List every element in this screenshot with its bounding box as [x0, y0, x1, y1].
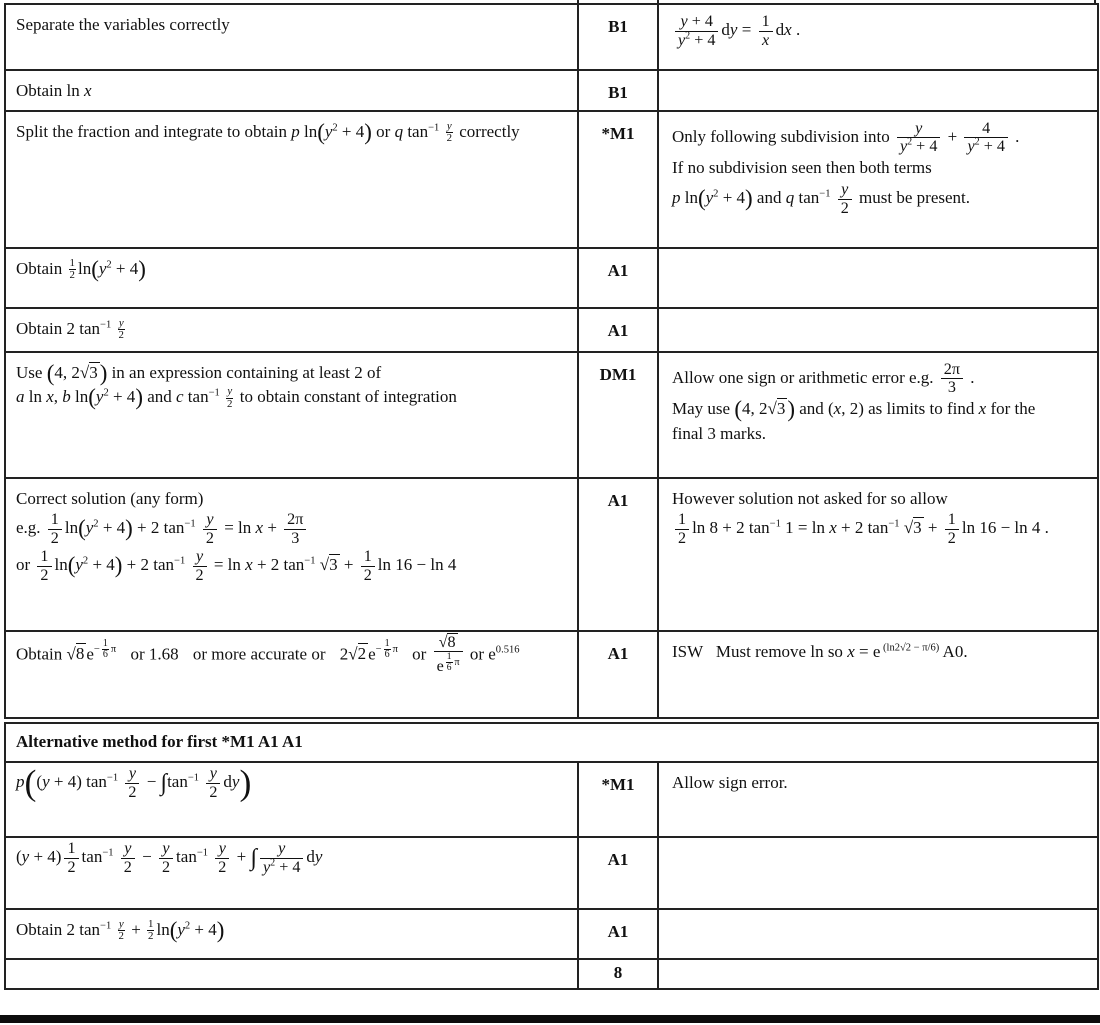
mark-cell: A1 — [578, 837, 658, 909]
description-cell: (y + 4) $\frac{1}{2}$ $\tan^{-1}$ $\frac{y}{2}$ − $\frac{y}{2}$ $\tan^{-1}$ $\frac{y}{2}$ + ∫ $\frac{y}{y^2 + 4}$ dy — [5, 837, 578, 909]
total-marks-cell: 8 — [578, 959, 658, 989]
description-cell: Separate the variables correctly — [5, 4, 578, 70]
row-obtain-final-value — [5, 631, 1098, 721]
guidance-cell — [658, 70, 1098, 111]
row-correct-solution — [5, 478, 1098, 631]
row-alt-parts — [5, 762, 1098, 837]
mark-scheme-table — [4, 3, 1099, 990]
guidance-cell: Only following subdivision into $\frac{y}{y^2 + 4}$ + $\frac{4}{y^2 + 4}$ . If no subdivision seen then both terms p $\ln(y^2 + 4)$ and q $\tan^{-1}$ $\frac{y}{2}$ must be present. — [658, 111, 1098, 248]
guidance-cell: However solution not asked for so allow $\frac{1}{2}$ ln 8 + 2 $\tan^{-1} 1 = \ln x + 2$ $\tan^{-1} √3$ + $\frac{1}{2}$ ln 16 − ln 4 . — [658, 478, 1098, 631]
row-obtain-lnx — [5, 70, 1098, 111]
guidance-cell — [658, 248, 1098, 308]
mark-cell: DM1 — [578, 352, 658, 478]
description-cell — [5, 959, 578, 989]
row-obtain-half-ln — [5, 248, 1098, 308]
row-obtain-2tan — [5, 308, 1098, 352]
row-separate-variables — [5, 4, 1098, 70]
alt-method-header-cell: Alternative method for first *M1 A1 A1 — [5, 721, 1098, 762]
page-bottom-border — [0, 1015, 1100, 1023]
row-alt-expand — [5, 837, 1098, 909]
description-cell: p((y + 4) $\tan^{-1}$ $\frac{y}{2}$ − $\int\tan^{-1}$ $\frac{y}{2}$ dy) — [5, 762, 578, 837]
description-cell: Use (4, 2√3) in an expression containing at least 2 of a ln x, b $\ln(y^2 + 4)$ and c $\tan^{-1}$ $\frac{y}{2}$ to obtain constant of integration — [5, 352, 578, 478]
row-alt-obtain — [5, 909, 1098, 959]
guidance-cell — [658, 837, 1098, 909]
guidance-cell — [658, 959, 1098, 989]
description-cell: Split the fraction and integrate to obtain p $\ln(y^2 + 4)$ or q $\tan^{-1}$ $\frac{y}{2}$ correctly — [5, 111, 578, 248]
mark-cell: A1 — [578, 478, 658, 631]
mark-cell: *M1 — [578, 762, 658, 837]
mark-cell: A1 — [578, 308, 658, 352]
guidance-cell: $\frac{y + 4}{y^2 + 4}$ dy = $\frac{1}{x}$ dx . — [658, 4, 1098, 70]
description-cell: Obtain ln x — [5, 70, 578, 111]
guidance-cell: ISW Must remove ln so x = e $^{(ln2√2 - \pi/6)}$ A0. — [658, 631, 1098, 721]
mark-cell: *M1 — [578, 111, 658, 248]
guidance-cell — [658, 909, 1098, 959]
mark-cell: A1 — [578, 631, 658, 721]
mark-cell: A1 — [578, 248, 658, 308]
guidance-cell — [658, 308, 1098, 352]
mark-cell: B1 — [578, 70, 658, 111]
row-use-point — [5, 352, 1098, 478]
description-cell: Obtain 2 $\tan^{-1}$ $\frac{y}{2}$ + $\frac{1}{2}$ $\ln(y^2 + 4)$ — [5, 909, 578, 959]
guidance-cell: Allow one sign or arithmetic error e.g. $\frac{2\pi}{3}$ . May use (4, 2√3) and (x, 2) as limits to find x for the final 3 marks. — [658, 352, 1098, 478]
description-cell: Obtain $\frac{1}{2}$ $\ln(y^2 + 4)$ — [5, 248, 578, 308]
mark-cell: A1 — [578, 909, 658, 959]
description-cell: Obtain √8 $e^{- \frac{1}{6} \pi}$ or 1.68 or more accurate or 2√2 $e^{- \frac{1}{6} \pi}$ or √8 e $^{\frac{1}{6} \pi}$ or $e^{0.516}$ — [5, 631, 578, 721]
description-cell: Obtain 2 $\tan^{-1}$ $\frac{y}{2}$ — [5, 308, 578, 352]
guidance-cell: Allow sign error. — [658, 762, 1098, 837]
mark-cell: B1 — [578, 4, 658, 70]
row-split-fraction — [5, 111, 1098, 248]
description-cell: Correct solution (any form) e.g. $\frac{1}{2}$ $\ln(y^2 + 4) + 2$ $\tan^{-1}$ $\frac{y}{2}$ = ln x + $\frac{2\pi}{3}$ or $\frac{1}{2}$ $\ln(y^2 + 4) + 2$ $\tan^{-1}$ $\frac{y}{2}$ = ln x + 2 $\tan^{-1} √3$ + $\frac{1}{2}$ ln 16 − ln 4 — [5, 478, 578, 631]
row-alt-method-header — [5, 721, 1098, 762]
row-total-marks — [5, 959, 1098, 989]
